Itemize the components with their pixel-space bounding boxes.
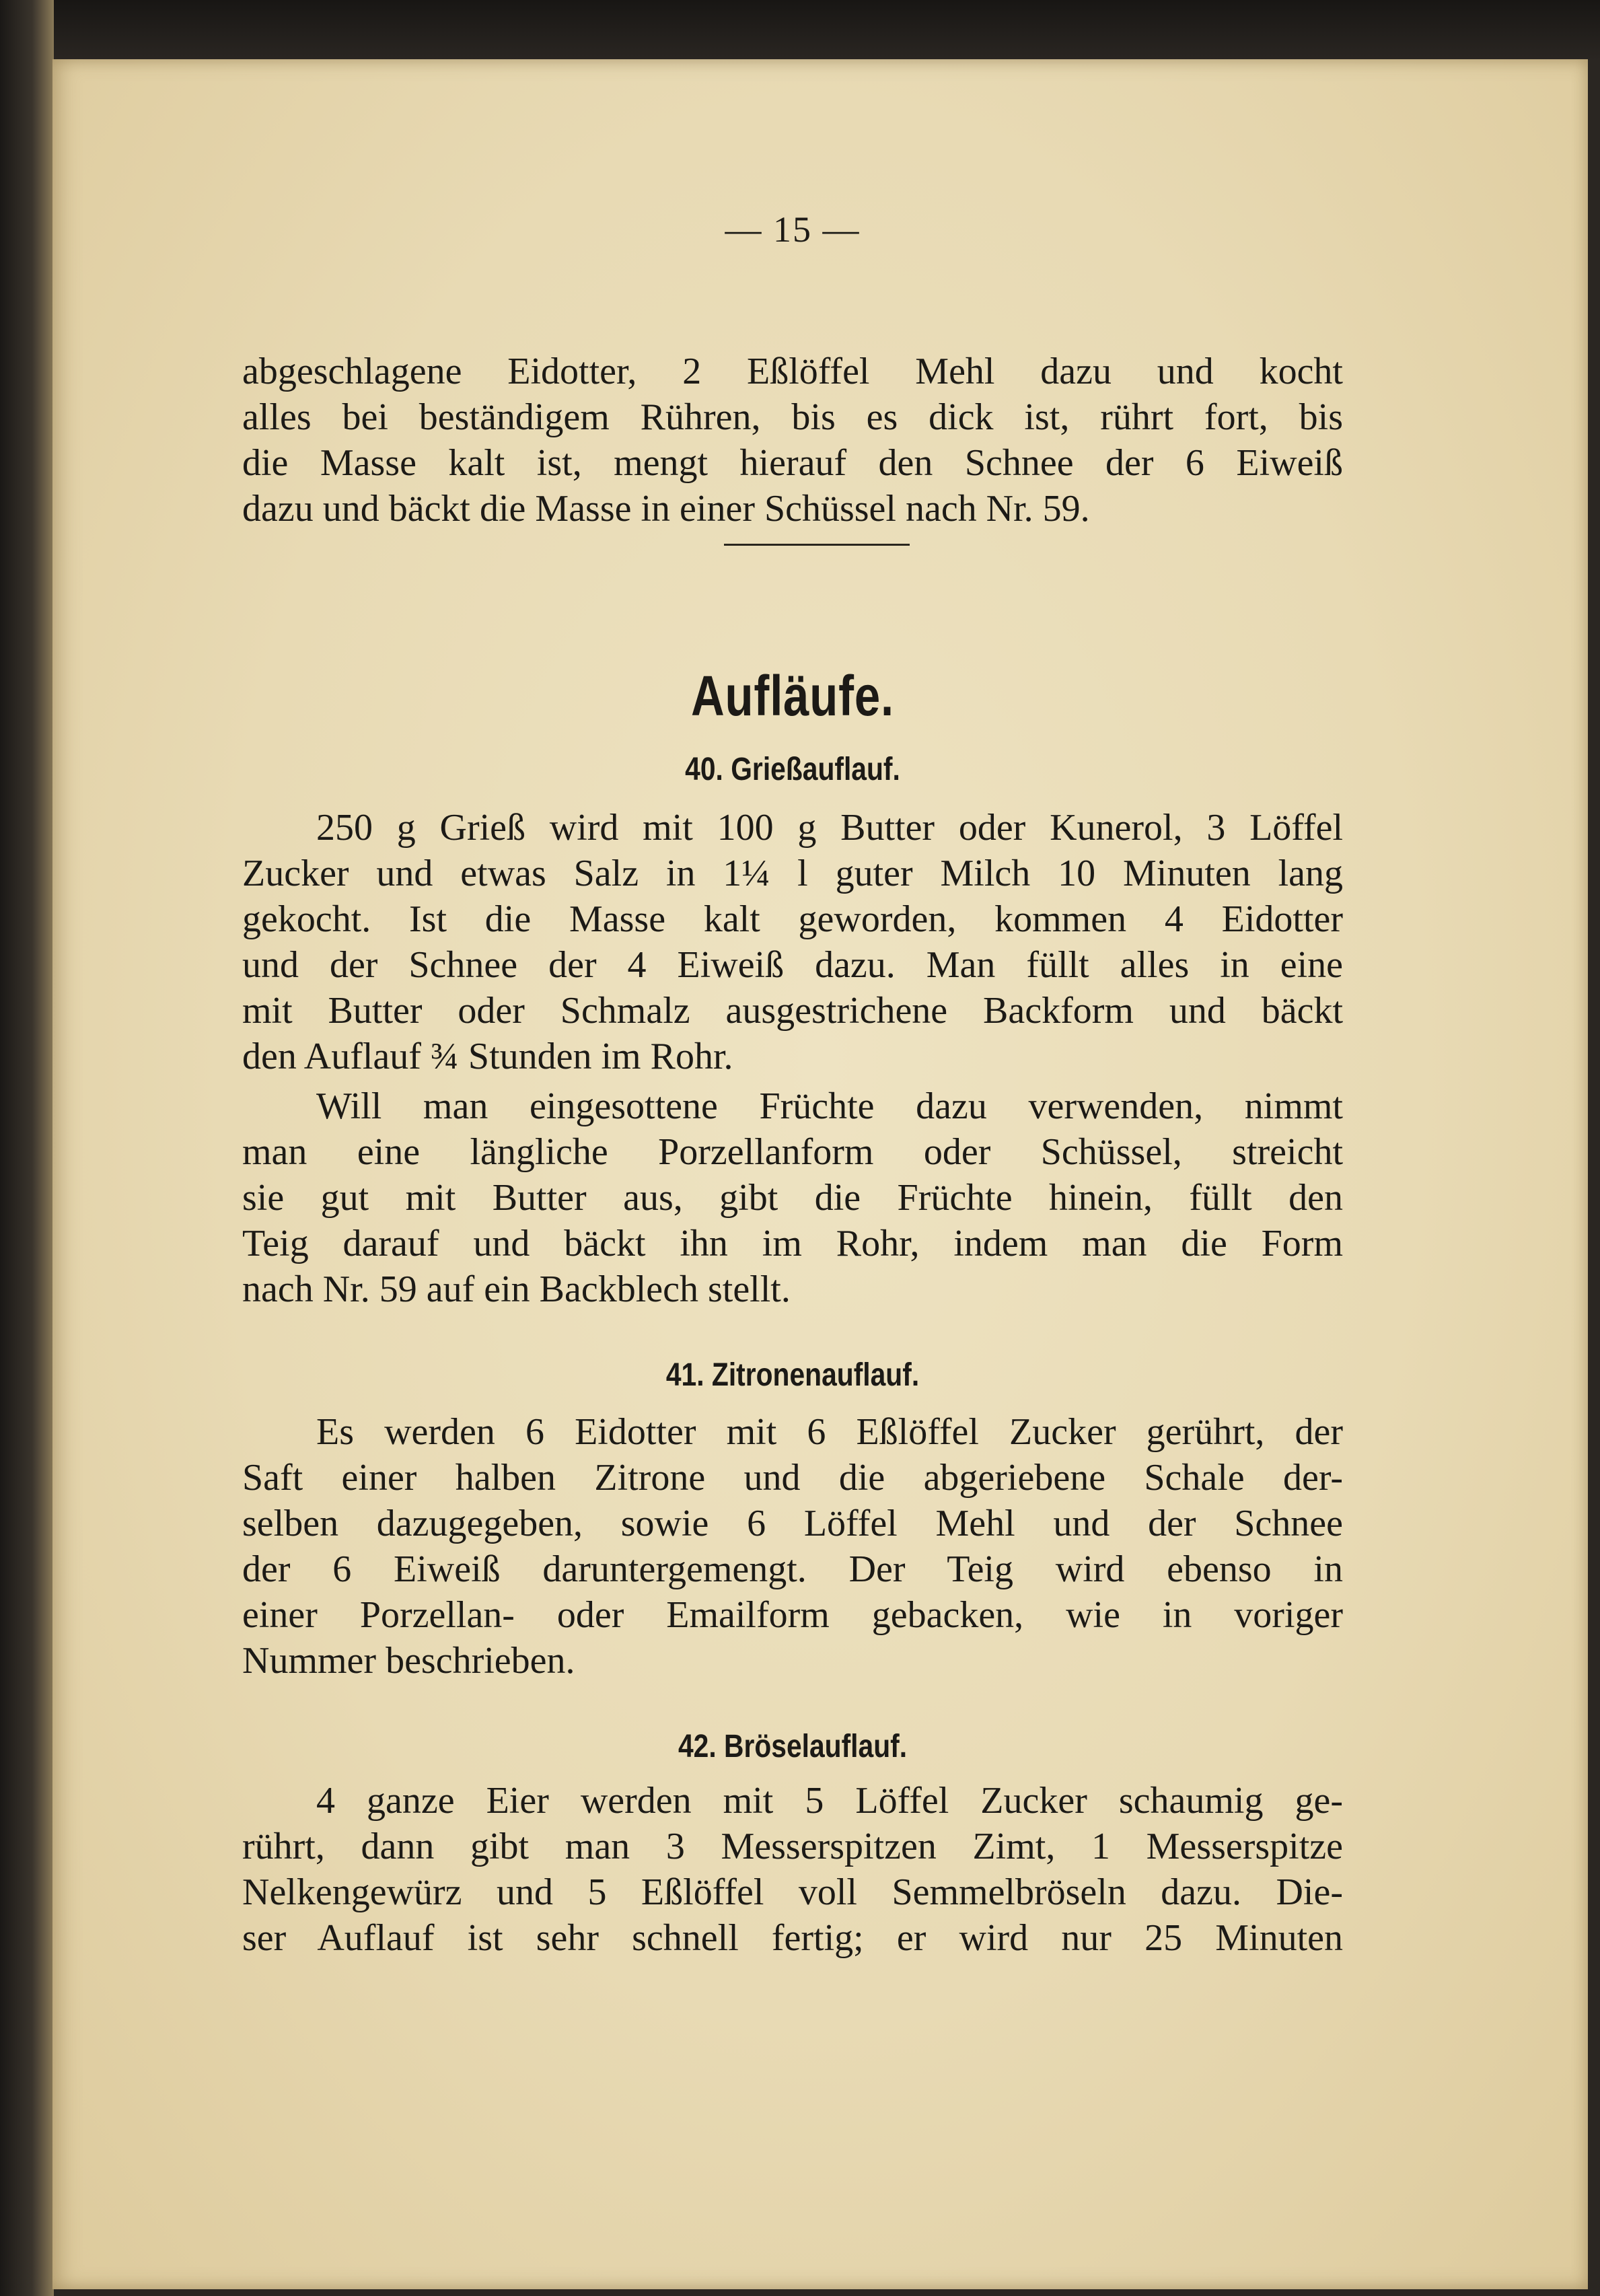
text-line: ser Auflauf ist sehr schnell fertig; er wird nur 25 Minuten <box>242 1917 1343 1959</box>
section-divider <box>724 544 910 546</box>
text-line: rührt, dann gibt man 3 Messerspitzen Zimt, 1 Messerspitze <box>242 1826 1343 1867</box>
text-line: alles bei beständigem Rühren, bis es dick ist, rührt fort, bis <box>242 396 1343 438</box>
text-line: und der Schnee der 4 Eiweiß dazu. Man füllt alles in eine <box>242 944 1343 986</box>
text-line: gekocht. Ist die Masse kalt geworden, kommen 4 Eidotter <box>242 898 1343 940</box>
recipe-41-paragraph-1 <box>242 1409 1343 1684</box>
page-number: — 15 — <box>725 209 861 250</box>
text-line: einer Porzellan- oder Emailform gebacken, wie in voriger <box>242 1594 1343 1636</box>
recipe-heading-41: 41. Zitronenauflauf. <box>665 1357 920 1393</box>
text-line: Zucker und etwas Salz in 1¼ l guter Milch 10 Minuten lang <box>242 853 1343 894</box>
text-line: dazu und bäckt die Masse in einer Schüssel nach Nr. 59. <box>242 488 1090 530</box>
scan-background-top <box>0 0 1600 61</box>
recipe-40-paragraph-2 <box>242 1083 1343 1312</box>
text-line: sie gut mit Butter aus, gibt die Früchte hinein, füllt den <box>242 1177 1343 1219</box>
text-line: man eine längliche Porzellanform oder Schüssel, streicht <box>242 1131 1343 1173</box>
text-line: mit Butter oder Schmalz ausgestrichene Backform und bäckt <box>242 990 1343 1032</box>
text-line: Will man eingesottene Früchte dazu verwenden, nimmt <box>316 1085 1343 1127</box>
text-line: Teig darauf und bäckt ihn im Rohr, indem man die Form <box>242 1223 1343 1264</box>
recipe-heading-40: 40. Grießauflauf. <box>685 752 900 787</box>
intro-paragraph <box>242 349 1343 532</box>
text-line: Nummer beschrieben. <box>242 1640 575 1682</box>
recipe-42-paragraph-1 <box>242 1778 1343 1961</box>
text-line: nach Nr. 59 auf ein Backblech stellt. <box>242 1268 791 1310</box>
recipe-40-paragraph-1 <box>242 805 1343 1079</box>
text-line: selben dazugegeben, sowie 6 Löffel Mehl und der Schnee <box>242 1503 1343 1544</box>
text-line: Es werden 6 Eidotter mit 6 Eßlöffel Zucker gerührt, der <box>316 1411 1343 1453</box>
text-line: 250 g Grieß wird mit 100 g Butter oder Kunerol, 3 Löffel <box>316 807 1343 849</box>
text-line: Saft einer halben Zitrone und die abgeriebene Schale der- <box>242 1457 1343 1499</box>
text-line: abgeschlagene Eidotter, 2 Eßlöffel Mehl dazu und kocht <box>242 351 1343 392</box>
text-line: 4 ganze Eier werden mit 5 Löffel Zucker schaumig ge- <box>316 1780 1343 1822</box>
text-line: die Masse kalt ist, mengt hierauf den Schnee der 6 Eiweiß <box>242 442 1343 484</box>
text-line: der 6 Eiweiß daruntergemengt. Der Teig wird ebenso in <box>242 1548 1343 1590</box>
recipe-heading-42: 42. Bröselauflauf. <box>678 1729 908 1764</box>
text-line: Nelkengewürz und 5 Eßlöffel voll Semmelbröseln dazu. Die- <box>242 1871 1343 1913</box>
book-binding-edge <box>0 0 54 2296</box>
text-line: den Auflauf ¾ Stunden im Rohr. <box>242 1036 733 1077</box>
section-title: Aufläufe. <box>690 664 895 727</box>
book-page <box>52 59 1588 2289</box>
